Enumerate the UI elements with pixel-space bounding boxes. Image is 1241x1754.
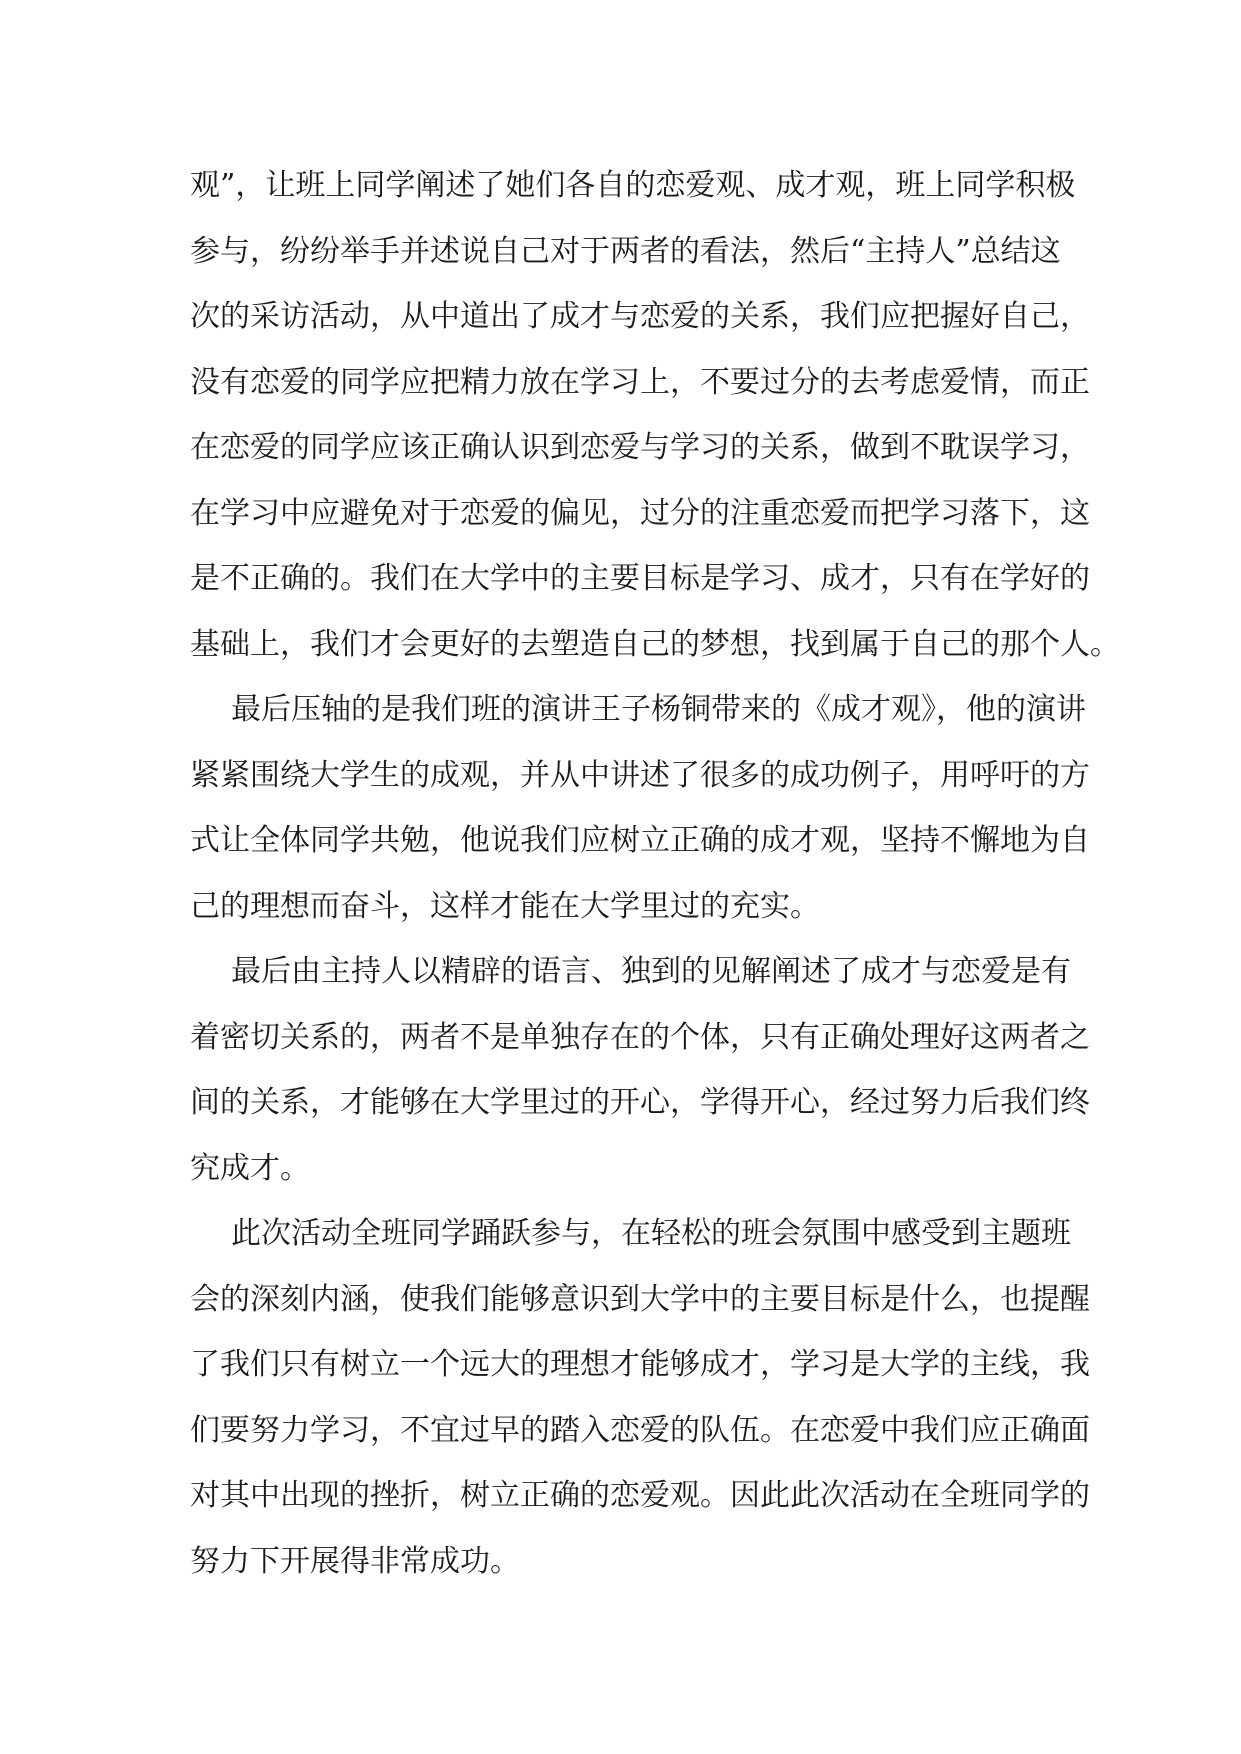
paragraph — [190, 677, 1090, 939]
text-line: 间的关系，才能够在大学里过的开心，学得开心，经过努力后我们终 — [190, 1085, 1090, 1120]
text-line: 最后压轴的是我们班的演讲王子杨铜带来的《成才观》，他的演讲 — [231, 692, 1086, 727]
paragraph — [190, 153, 1120, 677]
text-line: 观”，让班上同学阐述了她们各自的恋爱观、成才观，班上同学积极 — [190, 168, 1076, 203]
text-line: 紧紧围绕大学生的成观，并从中讲述了很多的成功例子，用呼吁的方 — [190, 757, 1090, 793]
text-line: 是不正确的。我们在大学中的主要目标是学习、成才，只有在学好的 — [190, 561, 1090, 596]
paragraph — [190, 1201, 1090, 1594]
text-line: 了我们只有树立一个远大的理想才能够成才，学习是大学的主线，我 — [190, 1347, 1090, 1382]
text-line: 参与，纷纷举手并述说自己对于两者的看法，然后“主持人”总结这 — [190, 233, 1061, 269]
paragraph — [190, 939, 1090, 1201]
text-line: 最后由主持人以精辟的语言、独到的见解阐述了成才与恋爱是有 — [231, 954, 1071, 989]
text-line: 在学习中应避免对于恋爱的偏见，过分的注重恋爱而把学习落下，这 — [190, 495, 1090, 531]
document-body — [190, 153, 1120, 1594]
text-line: 们要努力学习，不宜过早的踏入恋爱的队伍。在恋爱中我们应正确面 — [190, 1412, 1090, 1448]
text-line: 没有恋爱的同学应把精力放在学习上，不要过分的去考虑爱情，而正 — [190, 364, 1090, 400]
text-line: 基础上，我们才会更好的去塑造自己的梦想，找到属于自己的那个人。 — [190, 626, 1120, 662]
text-line: 会的深刻内涵，使我们能够意识到大学中的主要目标是什么，也提醒 — [190, 1281, 1090, 1317]
text-line: 在恋爱的同学应该正确认识到恋爱与学习的关系，做到不耽误学习， — [190, 430, 1090, 465]
text-line: 次的采访活动，从中道出了成才与恋爱的关系，我们应把握好自己， — [190, 299, 1090, 334]
text-line: 己的理想而奋斗，这样才能在大学里过的充实。 — [190, 888, 820, 924]
text-line: 着密切关系的，两者不是单独存在的个体，只有正确处理好这两者之 — [190, 1019, 1090, 1055]
text-line: 此次活动全班同学踊跃参与，在轻松的班会氛围中感受到主题班 — [231, 1216, 1071, 1251]
text-line: 对其中出现的挫折，树立正确的恋爱观。因此此次活动在全班同学的 — [190, 1478, 1090, 1513]
text-line: 究成才。 — [190, 1150, 310, 1186]
text-line: 式让全体同学共勉，他说我们应树立正确的成才观，坚持不懈地为自 — [190, 823, 1090, 858]
text-line: 努力下开展得非常成功。 — [190, 1543, 520, 1579]
